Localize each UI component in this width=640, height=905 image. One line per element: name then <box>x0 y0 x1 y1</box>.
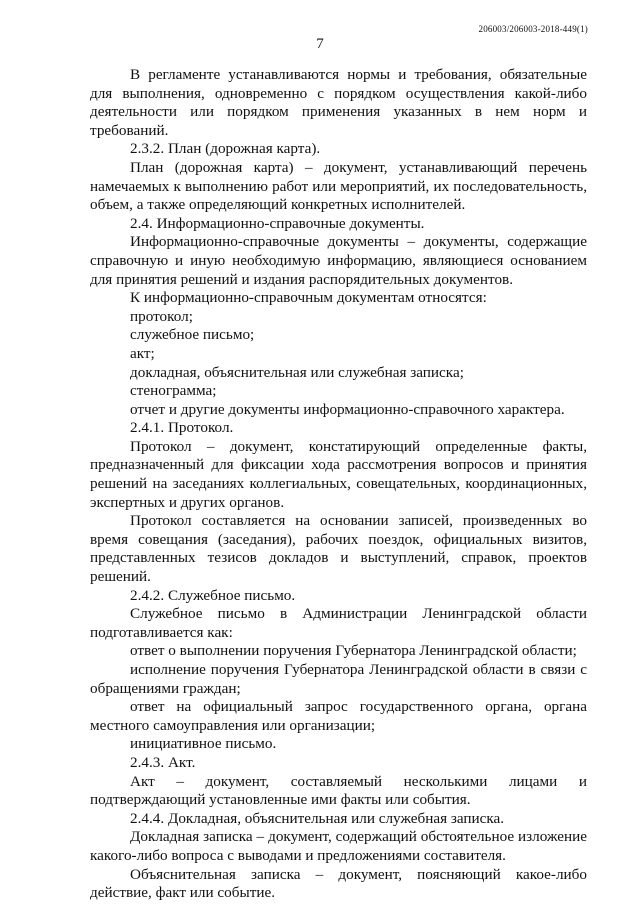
heading-2-4-1: 2.4.1. Протокол. <box>130 419 234 437</box>
paragraph-plan: План (дорожная карта) – документ, устанавливающий перечень намечаемых к выполнению работ или мероприятий, их последовательность, объем, а также определяющий конкретных исполнителей. <box>90 158 587 214</box>
list-item: акт; <box>130 344 155 362</box>
list-item: ответ на официальный запрос государственного органа, органа местного самоуправления или организации; <box>90 698 587 734</box>
paragraph-info-docs: Информационно-справочные документы – документы, содержащие справочную и иную необходимую информацию, являющиеся основанием для принятия решений и издания распорядительных документов. <box>90 233 587 288</box>
paragraph-letter-intro: Служебное письмо в Администрации Ленинградской области подготавливается как: <box>90 605 587 641</box>
heading-2-4: 2.4. Информационно-справочные документы. <box>130 214 425 232</box>
list-item: протокол; <box>130 307 193 325</box>
list-item: инициативное письмо. <box>130 735 277 753</box>
list-item: ответ о выполнении поручения Губернатора Ленинградской области; <box>130 642 577 660</box>
document-body <box>90 66 587 903</box>
paragraph-protocol-def: Протокол – документ, констатирующий определенные факты, предназначенный для фиксации хода рассмотрения вопросов и принятия решений на заседаниях коллегиальных, совещательных, координационных, экспертных и других органов. <box>90 437 587 511</box>
heading-2-4-2: 2.4.2. Служебное письмо. <box>130 586 296 604</box>
paragraph-list-intro: К информационно-справочным документам относятся: <box>130 289 487 307</box>
heading-2-3-2: 2.3.2. План (дорожная карта). <box>130 140 321 158</box>
document-code: 206003/206003-2018-449(1) <box>478 24 588 34</box>
list-item: исполнение поручения Губернатора Ленинградской области в связи с обращениями граждан; <box>90 661 587 697</box>
paragraph-explanatory-note: Объяснительная записка – документ, поясняющий какое-либо действие, факт или событие. <box>90 865 587 902</box>
list-item: стенограмма; <box>130 382 217 400</box>
paragraph-act-def: Акт – документ, составляемый несколькими лицами и подтверждающий установленные ими факты или события. <box>90 772 587 809</box>
list-item: служебное письмо; <box>130 326 255 344</box>
paragraph-reglament: В регламенте устанавливаются нормы и требования, обязательные для выполнения, одновременно с порядком осуществления какой-либо деятельности или порядком применения указанных в нем норм и требований. <box>90 66 587 139</box>
heading-2-4-3: 2.4.3. Акт. <box>130 753 196 771</box>
list-item: докладная, объяснительная или служебная записка; <box>130 363 464 381</box>
paragraph-report-note: Докладная записка – документ, содержащий обстоятельное изложение какого-либо вопроса с выводами и предложениями составителя. <box>90 828 587 864</box>
list-item: отчет и другие документы информационно-справочного характера. <box>130 400 565 418</box>
paragraph-protocol-basis: Протокол составляется на основании записей, произведенных во время совещания (заседания), рабочих поездок, официальных визитов, представленных тезисов докладов и выступлений, справок, проектов решений. <box>90 512 587 586</box>
page-number: 7 <box>316 36 324 52</box>
heading-2-4-4: 2.4.4. Докладная, объяснительная или служебная записка. <box>130 809 505 827</box>
